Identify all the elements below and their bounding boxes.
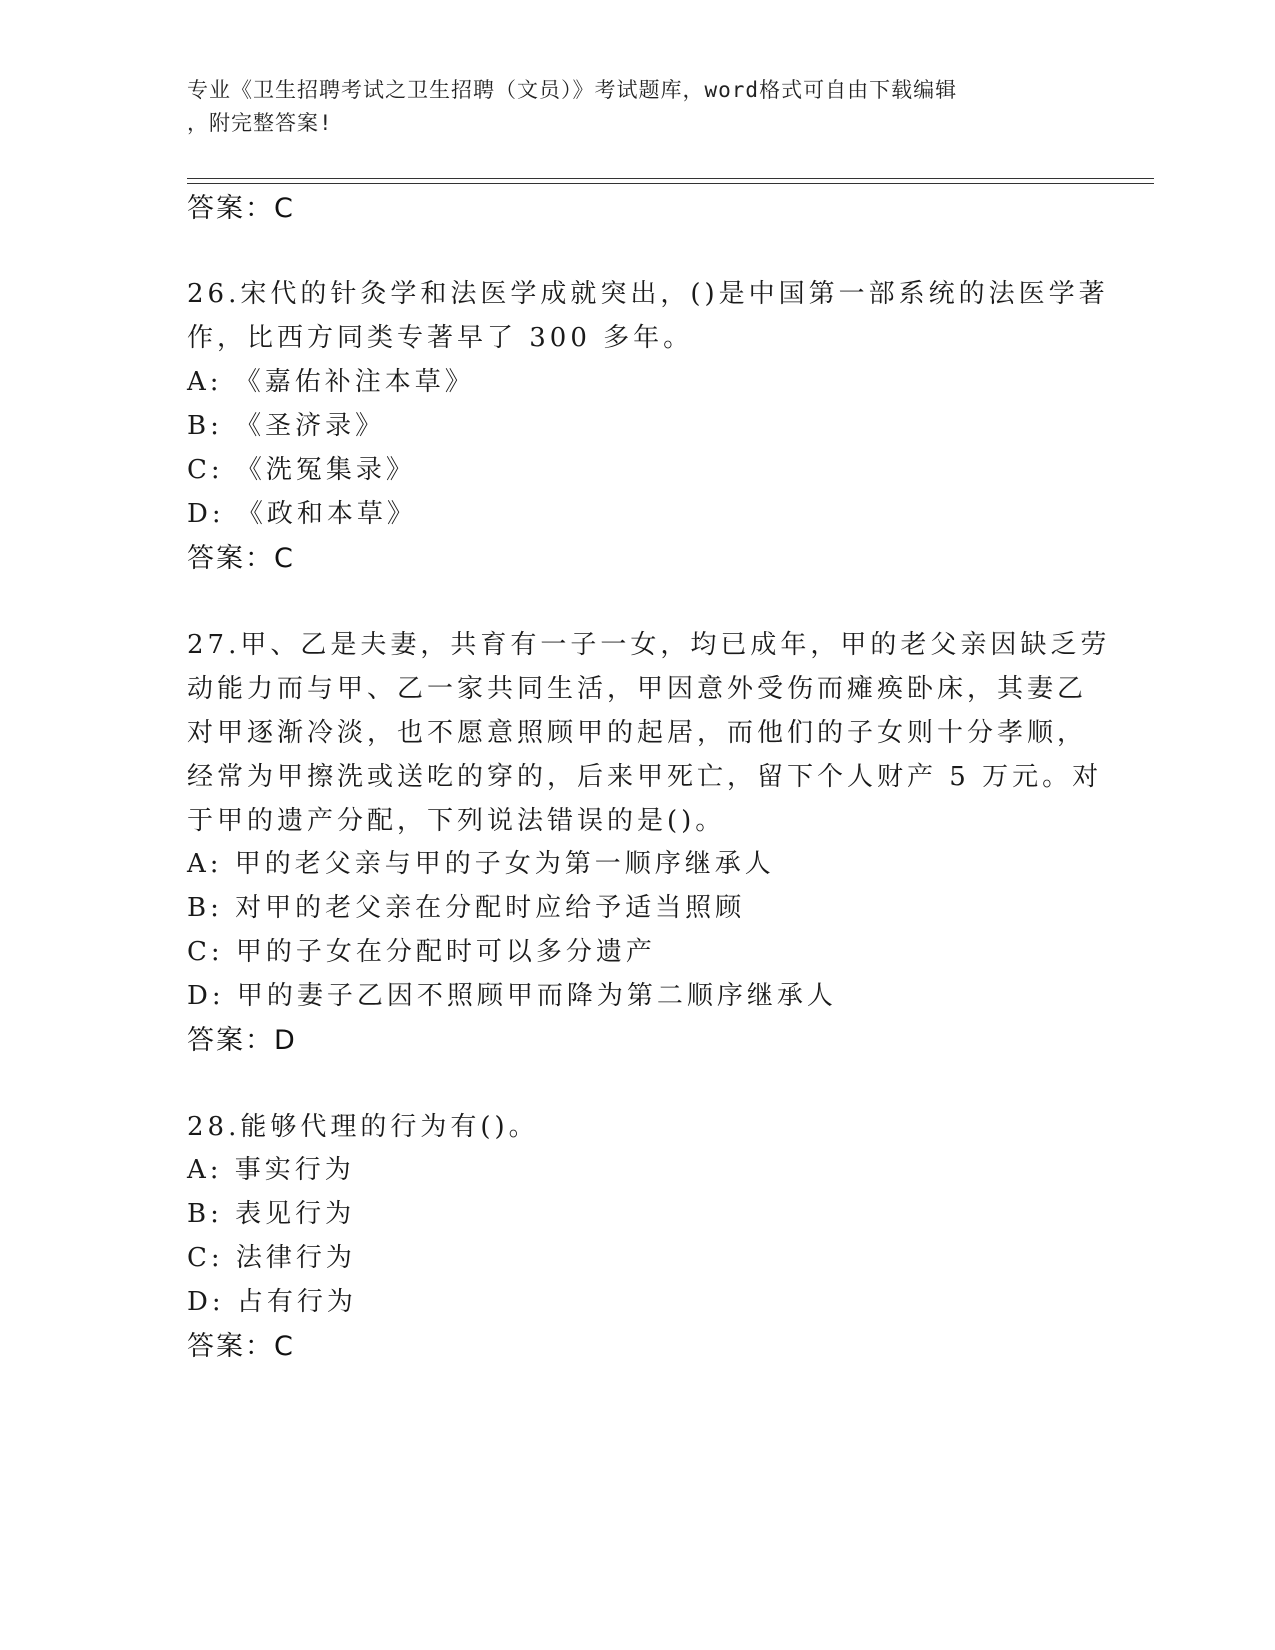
q26-stem-line-2: 作，比西方同类专著早了 300 多年。 — [187, 323, 694, 353]
header-line-2: ，附完整答案! — [187, 111, 333, 135]
document-header — [187, 74, 1087, 140]
q27-option-c: C: 甲的子女在分配时可以多分遗产 — [187, 937, 656, 967]
q26-answer: 答案：C — [187, 543, 295, 574]
q27-stem-line-1: 27.甲、乙是夫妻，共育有一子一女，均已成年，甲的老父亲因缺乏劳 — [187, 630, 1111, 660]
previous-answer: 答案：C — [187, 193, 295, 224]
q26-option-d: D: 《政和本草》 — [187, 499, 417, 529]
q26-option-c: C: 《洗冤集录》 — [187, 455, 416, 485]
q27-option-d: D: 甲的妻子乙因不照顾甲而降为第二顺序继承人 — [187, 981, 837, 1011]
q28-option-a: A: 事实行为 — [187, 1155, 355, 1185]
q27-stem-line-4: 经常为甲擦洗或送吃的穿的，后来甲死亡，留下个人财产 5 万元。对 — [187, 762, 1103, 792]
q26-stem-line-1: 26.宋代的针灸学和法医学成就突出，()是中国第一部系统的法医学著 — [187, 279, 1109, 309]
q26-option-b: B: 《圣济录》 — [187, 411, 386, 441]
q28-stem: 28.能够代理的行为有()。 — [187, 1112, 539, 1142]
q27-option-a: A: 甲的老父亲与甲的子女为第一顺序继承人 — [187, 849, 775, 879]
q27-option-b: B: 对甲的老父亲在分配时应给予适当照顾 — [187, 893, 746, 923]
q28-option-b: B: 表见行为 — [187, 1199, 356, 1229]
q28-option-d: D: 占有行为 — [187, 1287, 357, 1317]
q27-stem-line-2: 动能力而与甲、乙一家共同生活，甲因意外受伤而瘫痪卧床，其妻乙 — [187, 674, 1088, 704]
header-line-1: 专业《卫生招聘考试之卫生招聘（文员）》考试题库，word格式可自由下载编辑 — [187, 78, 958, 102]
header-divider-top — [187, 178, 1154, 179]
q28-option-c: C: 法律行为 — [187, 1243, 356, 1273]
q27-stem-line-5: 于甲的遗产分配，下列说法错误的是()。 — [187, 806, 726, 836]
q27-stem-line-3: 对甲逐渐冷淡，也不愿意照顾甲的起居，而他们的子女则十分孝顺， — [187, 718, 1088, 748]
header-divider-bottom — [187, 183, 1154, 184]
q27-answer: 答案：D — [187, 1025, 297, 1056]
q28-answer: 答案：C — [187, 1331, 295, 1362]
q26-option-a: A: 《嘉佑补注本草》 — [187, 367, 475, 397]
